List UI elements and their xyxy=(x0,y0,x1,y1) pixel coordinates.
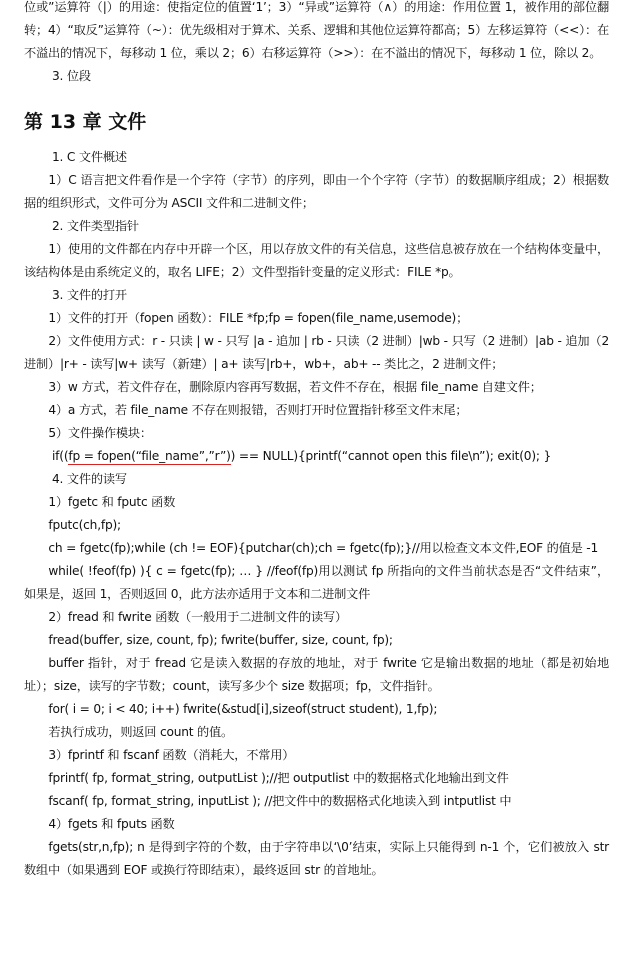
section-3-line-4: 4）a 方式，若 file_name 不存在则报错，否则打开时位置指针移至文件末尾； xyxy=(48,403,468,417)
item-bitfield: 3. 位段 xyxy=(52,69,91,83)
fwrite-return-note: 若执行成功，则返回 count 的值。 xyxy=(48,725,233,739)
fgets-code: fgets(str,n,fp); n 是得到字符的个数，由于字符串以‘\0’结束，实际上只能得到 n-1 个，它们被放入 str 数组中（如果遇到 EOF 或换行符即结束），最终返回 str 的首地址。 xyxy=(24,840,609,877)
code-prefix: if(( xyxy=(52,449,69,463)
fwrite-loop-code: for( i = 0; i < 40; i++) fwrite(&stud[i],sizeof(struct student), 1,fp); xyxy=(48,702,438,716)
feof-code: while( !feof(fp) ){ c = fgetc(fp); … } //feof(fp)用以测试 fp 所指向的文件当前状态是否“文件结束”，如果是，返回 1，否则返回 0，此方法亦适用于文本和二进制文件 xyxy=(24,564,609,601)
fgets-heading: 4）fgets 和 fputs 函数 xyxy=(48,817,175,831)
chapter-title: 第 13 章 文件 xyxy=(24,111,147,133)
fputc-code: fputc(ch,fp); xyxy=(48,518,121,532)
section-3-line-5: 5）文件操作模块： xyxy=(48,426,152,440)
section-1-body: 1）C 语言把文件看作是一个字符（字节）的序列，即由一个个字符（字节）的数据顺序组成；2）根据数据的组织形式，文件可分为 ASCII 文件和二进制文件； xyxy=(24,173,609,210)
fread-explanation: buffer 指针，对于 fread 它是读入数据的存放的地址，对于 fwrite 它是输出数据的地址（都是初始地址）；size，读写的字节数；count，读写多少个 size 数据项；fp，文件指针。 xyxy=(24,656,609,693)
fprintf-heading: 3）fprintf 和 fscanf 函数（消耗大，不常用） xyxy=(48,748,295,762)
section-2-title: 2. 文件类型指针 xyxy=(52,219,139,233)
fgetc-heading: 1）fgetc 和 fputc 函数 xyxy=(48,495,176,509)
underlined-fopen-call: fp = fopen(“file_name”,”r”) xyxy=(68,449,231,463)
fgetc-code: ch = fgetc(fp);while (ch != EOF){putchar(ch);ch = fgetc(fp);}//用以检查文本文件,EOF 的值是 -1 xyxy=(48,541,599,555)
section-3-line-1: 1）文件的打开（fopen 函数）：FILE *fp;fp = fopen(file_name,usemode)； xyxy=(48,311,469,325)
fprintf-code: fprintf( fp, format_string, outputList );//把 outputlist 中的数据格式化地输出到文件 xyxy=(48,771,509,785)
section-3-title: 3. 文件的打开 xyxy=(52,288,127,302)
intro-paragraph: 位或”运算符（|）的用途：使指定位的值置‘1’；3）“异或”运算符（∧）的用途：作用位置 1，被作用的部位翻转；4）“取反”运算符（~）：优先级相对于算术、关系、逻辑和其他位运算符都高；5）左移运算符（<<）：在不溢出的情况下，每移动 1 位，乘以 2；6）右移运算符（>>）：在不溢出的情况下，每移动 1 位，除以 2。 xyxy=(24,0,609,60)
fread-heading: 2）fread 和 fwrite 函数（一般用于二进制文件的读写） xyxy=(48,610,347,624)
fread-code: fread(buffer, size, count, fp); fwrite(buffer, size, count, fp); xyxy=(48,633,393,647)
section-3-line-3: 3）w 方式，若文件存在，删除原内容再写数据，若文件不存在，根据 file_name 自建文件； xyxy=(48,380,542,394)
fscanf-code: fscanf( fp, format_string, inputList ); //把文件中的数据格式化地读入到 intputlist 中 xyxy=(48,794,512,808)
section-3-line-2: 2）文件使用方式：r - 只读 | w - 只写 |a - 追加 | rb - 只读（2 进制）|wb - 只写（2 进制）|ab - 追加（2 进制）|r+ - 读写|w+ 读写（新建）| a+ 读写|rb+，wb+，ab+ -- 类比之，2 进制文件； xyxy=(24,334,609,371)
code-suffix: ) == NULL){printf(“cannot open this file\n”); exit(0); } xyxy=(230,449,552,463)
section-2-body: 1）使用的文件都在内存中开辟一个区，用以存放文件的有关信息，这些信息被存放在一个结构体变量中，该结构体是由系统定义的，取名 LIFE；2）文件型指针变量的定义形式：FILE *p。 xyxy=(24,242,609,279)
section-4-title: 4. 文件的读写 xyxy=(52,472,127,486)
section-1-title: 1. C 文件概述 xyxy=(52,150,127,164)
fopen-code-line xyxy=(24,445,609,468)
